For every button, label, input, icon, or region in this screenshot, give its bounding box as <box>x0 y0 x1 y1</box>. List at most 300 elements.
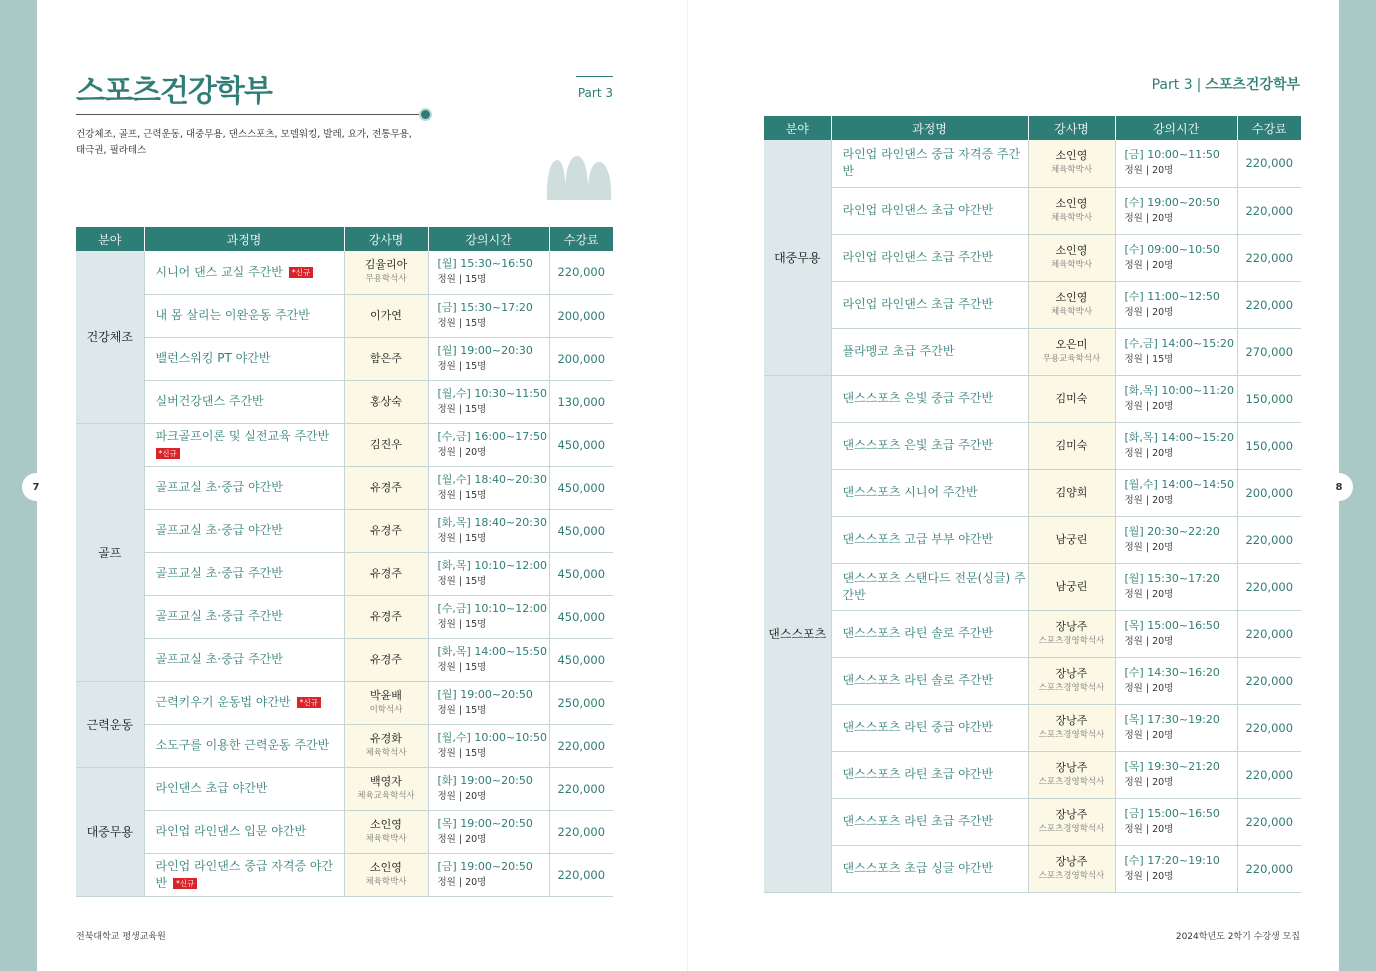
class-capacity: 정원 | 15명 <box>437 317 487 329</box>
instructor-degree: 체육교육학석사 <box>357 790 415 801</box>
field-cell: 대중무용 <box>76 767 144 896</box>
class-time: [화] 19:00~20:50 <box>437 773 533 787</box>
fee-cell: 220,000 <box>1237 845 1301 892</box>
fee-cell: 130,000 <box>549 380 613 423</box>
instructor-name: 유경주 <box>370 652 402 666</box>
table-row <box>76 294 613 337</box>
schedule-cell <box>428 638 549 681</box>
course-table-left <box>76 227 613 897</box>
header-time: 강의시간 <box>1115 116 1237 140</box>
schedule-cell <box>428 466 549 509</box>
instructor-degree: 체육학박사 <box>1050 306 1093 317</box>
fee-cell: 220,000 <box>549 724 613 767</box>
instructor-name: 소인영 <box>1055 290 1088 304</box>
instructor-cell <box>344 466 428 509</box>
footer-recruitment: 2024학년도 2학기 수강생 모집 <box>1175 932 1300 942</box>
class-capacity: 정원 | 15명 <box>1124 353 1174 365</box>
class-time: [화,목] 18:40~20:30 <box>437 515 547 529</box>
schedule-cell <box>1115 610 1237 657</box>
instructor-degree: 체육학박사 <box>1050 165 1093 176</box>
table-row <box>76 466 613 509</box>
header-field: 분야 <box>76 227 144 251</box>
table-row <box>76 767 613 810</box>
instructor-name: 김율리아 <box>364 258 408 272</box>
class-capacity: 정원 | 20명 <box>437 833 487 845</box>
instructor-degree: 스포츠경영학석사 <box>1038 870 1105 881</box>
instructor-cell <box>1028 187 1115 234</box>
part-separator: | <box>1196 77 1202 93</box>
fee-cell: 220,000 <box>1237 751 1301 798</box>
class-time: [화,목] 10:00~11:20 <box>1124 383 1234 397</box>
class-capacity: 정원 | 20명 <box>1124 635 1174 647</box>
table-row <box>76 853 613 896</box>
course-name-cell <box>831 751 1028 798</box>
instructor-name: 소인영 <box>370 817 402 831</box>
fee-cell: 220,000 <box>549 810 613 853</box>
course-name-cell <box>831 469 1028 516</box>
class-capacity: 정원 | 15명 <box>437 274 487 286</box>
header-course: 과정명 <box>144 227 344 251</box>
course-name-cell <box>831 422 1028 469</box>
class-capacity: 정원 | 20명 <box>437 876 487 888</box>
course-name-cell <box>831 610 1028 657</box>
fee-cell: 150,000 <box>1237 375 1301 422</box>
instructor-name: 장낭주 <box>1055 807 1088 821</box>
class-capacity: 정원 | 20명 <box>1124 776 1174 788</box>
course-table-right <box>764 116 1301 893</box>
page-number-right: 8 <box>1325 473 1353 501</box>
schedule-cell <box>428 294 549 337</box>
instructor-cell <box>1028 375 1115 422</box>
instructor-cell <box>344 595 428 638</box>
instructor-name: 오은미 <box>1055 337 1088 351</box>
course-name-cell <box>144 337 344 380</box>
class-time: [월,수] 14:00~14:50 <box>1124 477 1234 491</box>
instructor-name: 장낭주 <box>1055 619 1088 633</box>
course-name: 내 몸 살리는 이완운동 주간반 <box>155 308 310 322</box>
table-row <box>76 380 613 423</box>
header-fee: 수강료 <box>1237 116 1301 140</box>
course-name-cell <box>144 552 344 595</box>
course-name: 라인업 라인댄스 초급 야간반 <box>842 203 994 217</box>
instructor-degree: 스포츠경영학석사 <box>1038 682 1105 693</box>
field-cell: 골프 <box>76 423 144 681</box>
course-name-cell <box>831 563 1028 610</box>
fee-cell: 220,000 <box>1237 281 1301 328</box>
instructor-degree: 스포츠경영학석사 <box>1038 823 1105 834</box>
course-name-cell <box>831 375 1028 422</box>
course-name: 댄스스포츠 스탠다드 전문(싱글) 주간반 <box>842 570 1026 602</box>
instructor-name: 유경주 <box>370 480 402 494</box>
schedule-cell <box>1115 281 1237 328</box>
instructor-name: 남궁린 <box>1055 579 1088 593</box>
title-underline <box>76 114 423 115</box>
schedule-cell <box>428 810 549 853</box>
schedule-cell <box>1115 516 1237 563</box>
table-row <box>764 469 1301 516</box>
course-name-cell <box>831 234 1028 281</box>
course-name: 댄스스포츠 라틴 초급 야간반 <box>842 767 994 781</box>
instructor-degree: 체육학박사 <box>1050 212 1093 223</box>
course-name-cell <box>831 187 1028 234</box>
field-cell: 대중무용 <box>764 140 831 375</box>
footer-institution: 전북대학교 평생교육원 <box>76 932 166 942</box>
instructor-cell <box>1028 281 1115 328</box>
course-name: 골프교실 초·중급 주간반 <box>155 609 283 623</box>
instructor-degree: 이학석사 <box>369 704 403 715</box>
instructor-name: 소인영 <box>1055 243 1088 257</box>
course-name: 라인업 라인댄스 중급 자격증 주간반 <box>842 147 1021 179</box>
class-capacity: 정원 | 20명 <box>437 790 487 802</box>
class-capacity: 정원 | 20명 <box>1124 823 1174 835</box>
instructor-cell <box>1028 469 1115 516</box>
fee-cell: 220,000 <box>1237 140 1301 187</box>
schedule-cell <box>428 337 549 380</box>
class-time: [월,수] 10:30~11:50 <box>437 386 547 400</box>
course-name-cell <box>831 798 1028 845</box>
instructor-cell <box>344 380 428 423</box>
instructor-name: 함은주 <box>370 351 402 365</box>
instructor-cell <box>1028 704 1115 751</box>
fee-cell: 220,000 <box>549 251 613 294</box>
fee-cell: 450,000 <box>549 509 613 552</box>
class-capacity: 정원 | 20명 <box>1124 212 1174 224</box>
schedule-cell <box>1115 140 1237 187</box>
instructor-cell <box>344 552 428 595</box>
instructor-cell <box>344 337 428 380</box>
fee-cell: 220,000 <box>1237 657 1301 704</box>
table-row <box>764 422 1301 469</box>
schedule-cell <box>1115 328 1237 375</box>
instructor-name: 김양희 <box>1055 485 1088 499</box>
instructor-cell <box>1028 422 1115 469</box>
schedule-cell <box>428 767 549 810</box>
new-badge: *신규 <box>289 267 313 278</box>
fee-cell: 450,000 <box>549 552 613 595</box>
instructor-cell <box>1028 140 1115 187</box>
fee-cell: 220,000 <box>1237 187 1301 234</box>
course-name: 파크골프이론 및 실전교육 주간반 <box>155 428 330 443</box>
table-row <box>764 375 1301 422</box>
schedule-cell <box>1115 563 1237 610</box>
instructor-degree: 스포츠경영학석사 <box>1038 776 1105 787</box>
class-capacity: 정원 | 15명 <box>437 489 487 501</box>
table-header-row <box>764 116 1301 140</box>
class-time: [수] 17:20~19:10 <box>1124 853 1220 867</box>
fee-cell: 450,000 <box>549 423 613 466</box>
page-title: 스포츠건강학부 <box>76 74 272 109</box>
course-name: 댄스스포츠 라틴 솔로 주간반 <box>842 673 994 687</box>
header-course: 과정명 <box>831 116 1028 140</box>
class-time: [수] 09:00~10:50 <box>1124 242 1220 256</box>
fee-cell: 250,000 <box>549 681 613 724</box>
class-time: [수] 14:30~16:20 <box>1124 665 1220 679</box>
new-badge: *신규 <box>297 697 321 708</box>
course-name: 라인업 라인댄스 초급 주간반 <box>842 250 994 264</box>
part-label-right <box>1152 74 1300 94</box>
fee-cell: 220,000 <box>1237 563 1301 610</box>
schedule-cell <box>428 509 549 552</box>
course-name: 댄스스포츠 라틴 초급 주간반 <box>842 814 994 828</box>
instructor-degree: 스포츠경영학석사 <box>1038 729 1105 740</box>
header-fee: 수강료 <box>549 227 613 251</box>
class-time: [금] 10:00~11:50 <box>1124 148 1220 162</box>
course-name-cell <box>144 509 344 552</box>
class-time: [화,목] 14:00~15:20 <box>1124 430 1234 444</box>
fee-cell: 150,000 <box>1237 422 1301 469</box>
instructor-cell <box>1028 610 1115 657</box>
course-name-cell <box>831 657 1028 704</box>
class-time: [금] 19:00~20:50 <box>437 859 533 873</box>
instructor-name: 남궁린 <box>1055 532 1088 546</box>
class-time: [목] 19:30~21:20 <box>1124 759 1220 773</box>
title-dot-icon <box>421 110 430 119</box>
fee-cell: 220,000 <box>549 767 613 810</box>
schedule-cell <box>1115 751 1237 798</box>
class-capacity: 정원 | 15명 <box>437 747 487 759</box>
header-instructor: 강사명 <box>1028 116 1115 140</box>
table-row <box>76 552 613 595</box>
instructor-name: 김미숙 <box>1055 438 1088 452</box>
table-row <box>76 681 613 724</box>
instructor-name: 박윤배 <box>370 688 402 702</box>
table-row <box>764 140 1301 187</box>
instructor-cell <box>1028 328 1115 375</box>
header-field: 분야 <box>764 116 831 140</box>
class-capacity: 정원 | 20명 <box>437 446 487 458</box>
class-time: [화,목] 10:10~12:00 <box>437 558 547 572</box>
course-name-cell <box>144 681 344 724</box>
instructor-name: 장낭주 <box>1055 854 1088 868</box>
course-name-cell <box>144 638 344 681</box>
instructor-degree: 체육학박사 <box>1050 259 1093 270</box>
table-row <box>764 657 1301 704</box>
instructor-degree: 체육학박사 <box>365 833 407 844</box>
class-time: [수] 19:00~20:50 <box>1124 195 1220 209</box>
field-cell: 근력운동 <box>76 681 144 767</box>
table-row <box>764 281 1301 328</box>
instructor-cell <box>344 681 428 724</box>
course-name: 라인업 라인댄스 중급 자격증 야간반 <box>155 858 334 890</box>
schedule-cell <box>1115 798 1237 845</box>
instructor-name: 유경주 <box>370 566 402 580</box>
course-name: 라인업 라인댄스 입문 야간반 <box>155 824 307 838</box>
schedule-cell <box>1115 187 1237 234</box>
class-time: [월] 20:30~22:20 <box>1124 524 1220 538</box>
course-name-cell <box>831 704 1028 751</box>
course-name: 라인업 라인댄스 초급 주간반 <box>842 297 994 311</box>
course-name: 골프교실 초·중급 야간반 <box>155 523 283 537</box>
instructor-name: 백영자 <box>370 774 402 788</box>
course-name-cell <box>831 845 1028 892</box>
instructor-name: 소인영 <box>1055 196 1088 210</box>
instructor-name: 홍상숙 <box>370 394 402 408</box>
class-capacity: 정원 | 15명 <box>437 704 487 716</box>
table-row <box>76 810 613 853</box>
class-capacity: 정원 | 20명 <box>1124 870 1174 882</box>
fee-cell: 200,000 <box>549 337 613 380</box>
schedule-cell <box>428 251 549 294</box>
course-name-cell <box>144 294 344 337</box>
instructor-cell <box>344 767 428 810</box>
instructor-name: 유경주 <box>370 609 402 623</box>
class-time: [월,수] 18:40~20:30 <box>437 472 547 486</box>
course-name-cell <box>144 423 344 466</box>
instructor-cell <box>344 251 428 294</box>
course-name: 실버건강댄스 주간반 <box>155 394 264 408</box>
class-capacity: 정원 | 20명 <box>1124 729 1174 741</box>
instructor-cell <box>344 423 428 466</box>
table-row <box>76 509 613 552</box>
instructor-cell <box>1028 563 1115 610</box>
schedule-cell <box>428 595 549 638</box>
course-name-cell <box>144 380 344 423</box>
course-name: 댄스스포츠 은빛 초급 주간반 <box>842 438 994 452</box>
fee-cell: 270,000 <box>1237 328 1301 375</box>
fee-cell: 220,000 <box>1237 516 1301 563</box>
table-row <box>764 798 1301 845</box>
course-name-cell <box>144 767 344 810</box>
field-cell: 건강체조 <box>76 251 144 423</box>
instructor-cell <box>1028 751 1115 798</box>
class-time: [금] 15:30~17:20 <box>437 300 533 314</box>
schedule-cell <box>1115 704 1237 751</box>
course-name-cell <box>144 251 344 294</box>
table-row <box>76 724 613 767</box>
instructor-cell <box>344 853 428 896</box>
instructor-name: 김미숙 <box>1055 391 1088 405</box>
course-name: 골프교실 초·중급 주간반 <box>155 566 283 580</box>
course-name: 골프교실 초·중급 야간반 <box>155 480 283 494</box>
course-name-cell <box>144 466 344 509</box>
table-row <box>764 610 1301 657</box>
table-row <box>76 423 613 466</box>
fee-cell: 220,000 <box>1237 610 1301 657</box>
fee-cell: 450,000 <box>549 638 613 681</box>
course-name: 댄스스포츠 시니어 주간반 <box>842 485 978 499</box>
table-row <box>764 563 1301 610</box>
new-badge: *신규 <box>156 448 180 459</box>
schedule-cell <box>428 423 549 466</box>
instructor-name: 이가연 <box>370 308 402 322</box>
course-name: 댄스스포츠 라틴 솔로 주간반 <box>842 626 994 640</box>
course-name: 플라멩코 초급 주간반 <box>842 344 955 358</box>
instructor-name: 유경화 <box>370 731 402 745</box>
class-time: [월] 19:00~20:50 <box>437 687 533 701</box>
instructor-cell <box>344 294 428 337</box>
part-number: Part 3 <box>1151 77 1193 93</box>
instructor-cell <box>1028 516 1115 563</box>
course-name-cell <box>831 516 1028 563</box>
table-row <box>764 845 1301 892</box>
instructor-name: 유경주 <box>370 523 402 537</box>
instructor-name: 장낭주 <box>1055 666 1088 680</box>
class-capacity: 정원 | 15명 <box>437 575 487 587</box>
table-row <box>764 751 1301 798</box>
course-name: 댄스스포츠 고급 부부 야간반 <box>842 532 994 546</box>
class-time: [월,수] 10:00~10:50 <box>437 730 547 744</box>
class-capacity: 정원 | 15명 <box>437 403 487 415</box>
course-name: 시니어 댄스 교실 주간반 <box>155 264 283 279</box>
schedule-cell <box>1115 422 1237 469</box>
class-time: [금] 15:00~16:50 <box>1124 806 1220 820</box>
header-instructor: 강사명 <box>344 227 428 251</box>
schedule-cell <box>428 724 549 767</box>
fee-cell: 200,000 <box>1237 469 1301 516</box>
page-number-left: 7 <box>22 473 50 501</box>
course-name-cell <box>144 853 344 896</box>
instructor-cell <box>344 724 428 767</box>
table-row <box>76 638 613 681</box>
instructor-name: 소인영 <box>1055 149 1088 163</box>
course-name-cell <box>831 328 1028 375</box>
course-name-cell <box>144 724 344 767</box>
class-capacity: 정원 | 20명 <box>1124 541 1174 553</box>
course-name-cell <box>831 140 1028 187</box>
class-time: [수,금] 14:00~15:20 <box>1124 336 1234 350</box>
fee-cell: 220,000 <box>1237 798 1301 845</box>
course-name: 밸런스워킹 PT 야간반 <box>155 351 271 365</box>
field-cell: 댄스스포츠 <box>764 375 831 892</box>
schedule-cell <box>1115 469 1237 516</box>
fee-cell: 450,000 <box>549 466 613 509</box>
instructor-degree: 체육학석사 <box>365 747 407 758</box>
instructor-cell <box>344 509 428 552</box>
class-capacity: 정원 | 15명 <box>437 360 487 372</box>
table-row <box>76 595 613 638</box>
class-capacity: 정원 | 20명 <box>1124 165 1174 177</box>
instructor-name: 소인영 <box>370 860 402 874</box>
instructor-degree: 무용교육학석사 <box>1042 353 1101 364</box>
class-time: [월] 19:00~20:30 <box>437 343 533 357</box>
instructor-cell <box>1028 234 1115 281</box>
course-name-cell <box>144 810 344 853</box>
course-name: 댄스스포츠 라틴 중급 야간반 <box>842 720 994 734</box>
class-capacity: 정원 | 20명 <box>1124 682 1174 694</box>
instructor-cell <box>1028 657 1115 704</box>
schedule-cell <box>1115 657 1237 704</box>
instructor-cell <box>1028 798 1115 845</box>
page-fold <box>687 0 688 971</box>
class-time: [수] 11:00~12:50 <box>1124 289 1220 303</box>
class-capacity: 정원 | 15명 <box>437 532 487 544</box>
fee-cell: 200,000 <box>549 294 613 337</box>
table-row <box>76 251 613 294</box>
fee-cell: 220,000 <box>549 853 613 896</box>
schedule-cell <box>428 681 549 724</box>
instructor-degree: 체육학박사 <box>365 876 407 887</box>
table-row <box>76 337 613 380</box>
instructor-degree: 무용학석사 <box>365 274 407 285</box>
course-name: 라인댄스 초급 야간반 <box>155 781 268 795</box>
class-time: [목] 19:00~20:50 <box>437 816 533 830</box>
course-name: 근력키우기 운동법 야간반 <box>155 695 291 709</box>
course-name-cell <box>831 281 1028 328</box>
fee-cell: 220,000 <box>1237 234 1301 281</box>
course-name: 댄스스포츠 초급 싱글 야간반 <box>842 861 994 875</box>
decorative-shapes-icon <box>545 154 615 202</box>
schedule-cell <box>1115 375 1237 422</box>
table-row <box>764 234 1301 281</box>
course-name: 댄스스포츠 은빛 중급 주간반 <box>842 391 994 405</box>
instructor-name: 장낭주 <box>1055 713 1088 727</box>
class-time: [수,금] 10:10~12:00 <box>437 601 547 615</box>
class-capacity: 정원 | 20명 <box>1124 306 1174 318</box>
class-time: [화,목] 14:00~15:50 <box>437 644 547 658</box>
schedule-cell <box>428 853 549 896</box>
class-capacity: 정원 | 20명 <box>1124 259 1174 271</box>
class-capacity: 정원 | 15명 <box>437 661 487 673</box>
